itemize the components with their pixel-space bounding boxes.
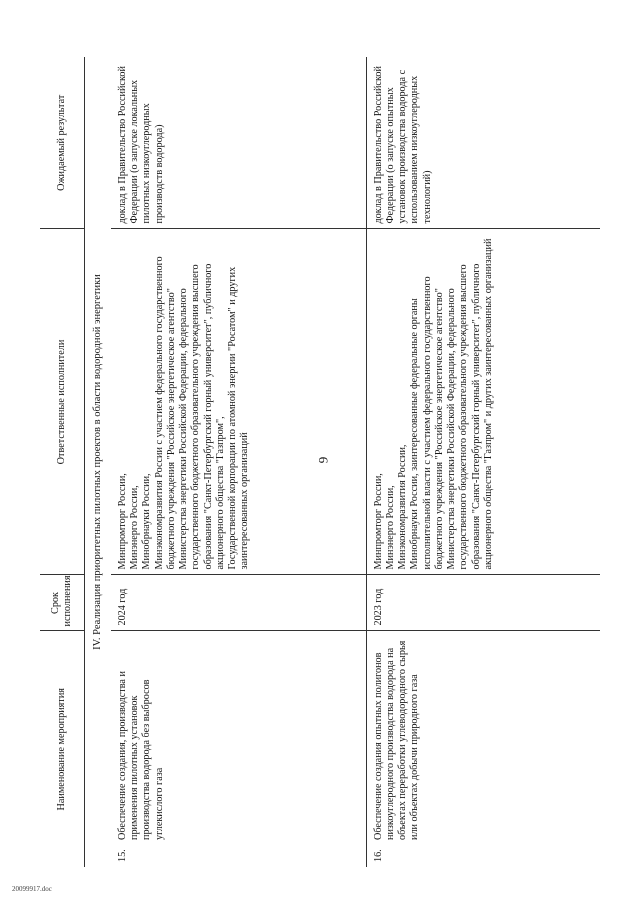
row-result: доклад в Правительство Российской Федерации (о запуске локальных пилотных низкоуглеродных производств водорода) <box>111 57 366 229</box>
executor-line: Минобрнауки России, заинтересованные федеральные органы исполнительной власти с участием федерального государственного бюджетного учреждения "Российское энергетическое агентство" Министерства энергетики Российской Федерации, федерального государственного бюджетного образовательного учреждения высшего образования "Санкт-Петербургский горный университет", публичного акционерного общества "Газпром" и других заинтересованных организаций <box>409 238 494 570</box>
header-deadline: Срок исполнения <box>40 575 85 631</box>
executor-line: Минобрнауки России, <box>141 473 153 570</box>
row-name-cell <box>366 631 600 867</box>
table-row <box>366 57 600 867</box>
row-executors <box>366 229 600 575</box>
row-number: 15. <box>117 849 128 862</box>
executor-line: Государственной корпорации по атомной энергии "Росатом" и других заинтересованных организаций <box>227 266 251 570</box>
page-number: 9 <box>315 456 331 464</box>
section-row <box>85 57 112 867</box>
row-deadline: 2024 год <box>111 575 366 631</box>
row-deadline: 2023 год <box>366 575 600 631</box>
header-executors: Ответственные исполнители <box>40 229 85 575</box>
document-footer: 20099917.doc <box>12 885 52 893</box>
row-number: 16. <box>372 849 384 862</box>
executor-line: Минэнерго России, <box>384 485 396 570</box>
row-executors <box>111 229 366 575</box>
rotated-table-container <box>40 57 600 867</box>
row-result: доклад в Правительство Российской Федерации (о запуске опытных установок производства водорода с использованием низкоуглеродных технологий) <box>366 57 600 229</box>
row-name-cell <box>111 631 366 867</box>
executor-line: Минэнерго России, <box>129 485 141 570</box>
table-header-row <box>40 57 85 867</box>
executor-line: Минпромторг России, <box>372 473 384 570</box>
measures-table <box>40 57 600 867</box>
header-result: Ожидаемый результат <box>40 57 85 229</box>
executor-line: Минэкономразвития России с участием федерального государственного бюджетного учреждения "Российское энергетическое агентство" Министерства энергетики Российской Федерации, федерального государственного бюджетного образовательного учреждения высшего образования "Санкт-Петербургский горный университет", публичного акционерного общества "Газпром", <box>153 256 226 570</box>
executor-line: Минэкономразвития России, <box>397 444 409 570</box>
table-row <box>111 57 366 867</box>
section-title: IV. Реализация приоритетных пилотных проектов в области водородной энергетики <box>91 274 103 650</box>
row-name: Обеспечение создания, производства и применения пилотных установок производства водорода без выбросов углекислого газа <box>117 671 165 840</box>
executor-line: Минпромторг России, <box>117 473 128 570</box>
header-name: Наименование мероприятия <box>40 631 85 867</box>
row-name: Обеспечение создания опытных полигонов низкоуглеродного производства водорода на объектах переработки углеводородного сырья или объектах добычи природного газа <box>372 640 421 840</box>
